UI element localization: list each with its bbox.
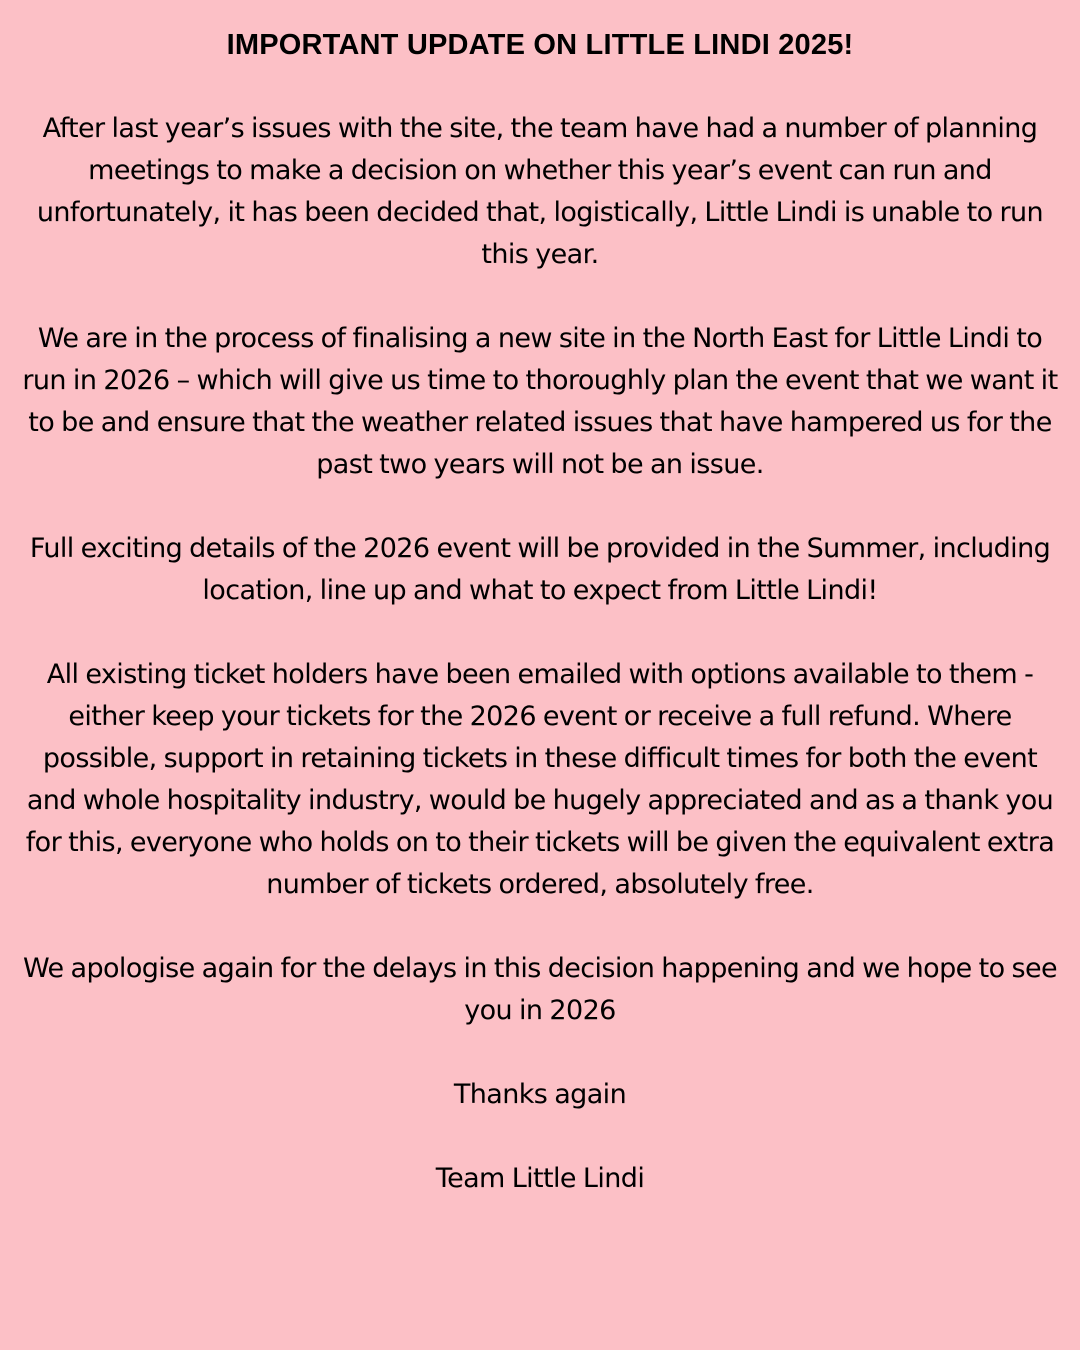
new-site-paragraph: We are in the process of finalising a new site in the North East for Little Lindi to run in 2026 – which will give us time to thoroughly plan the event that we want it to be and ensure that the weather related issues that have hampered us for the past two years will not be an issue. (22, 323, 1058, 480)
apology-paragraph: We apologise again for the delays in this decision happening and we hope to see you in 2026 (23, 953, 1057, 1026)
thanks-line: Thanks again (453, 1079, 627, 1110)
announcement-title: IMPORTANT UPDATE ON LITTLE LINDI 2025! (226, 29, 854, 61)
details-paragraph: Full exciting details of the 2026 event will be provided in the Summer, including location, line up and what to expect from Little Lindi! (29, 533, 1051, 606)
signature-line: Team Little Lindi (435, 1163, 645, 1194)
ticket-holders-paragraph: All existing ticket holders have been emailed with options available to them - either keep your tickets for the 2026 event or receive a full refund. Where possible, support in retaining tickets in these difficult times for both the event and whole hospitality industry, would be hugely appreciated and as a thank you for this, everyone who holds on to their tickets will be given the equivalent extra number of tickets ordered, absolutely free. (25, 659, 1055, 900)
intro-paragraph: After last year’s issues with the site, the team have had a number of planning meetings to make a decision on whether this year’s event can run and unfortunately, it has been decided that, logistically, Little Lindi is unable to run this year. (36, 113, 1044, 270)
